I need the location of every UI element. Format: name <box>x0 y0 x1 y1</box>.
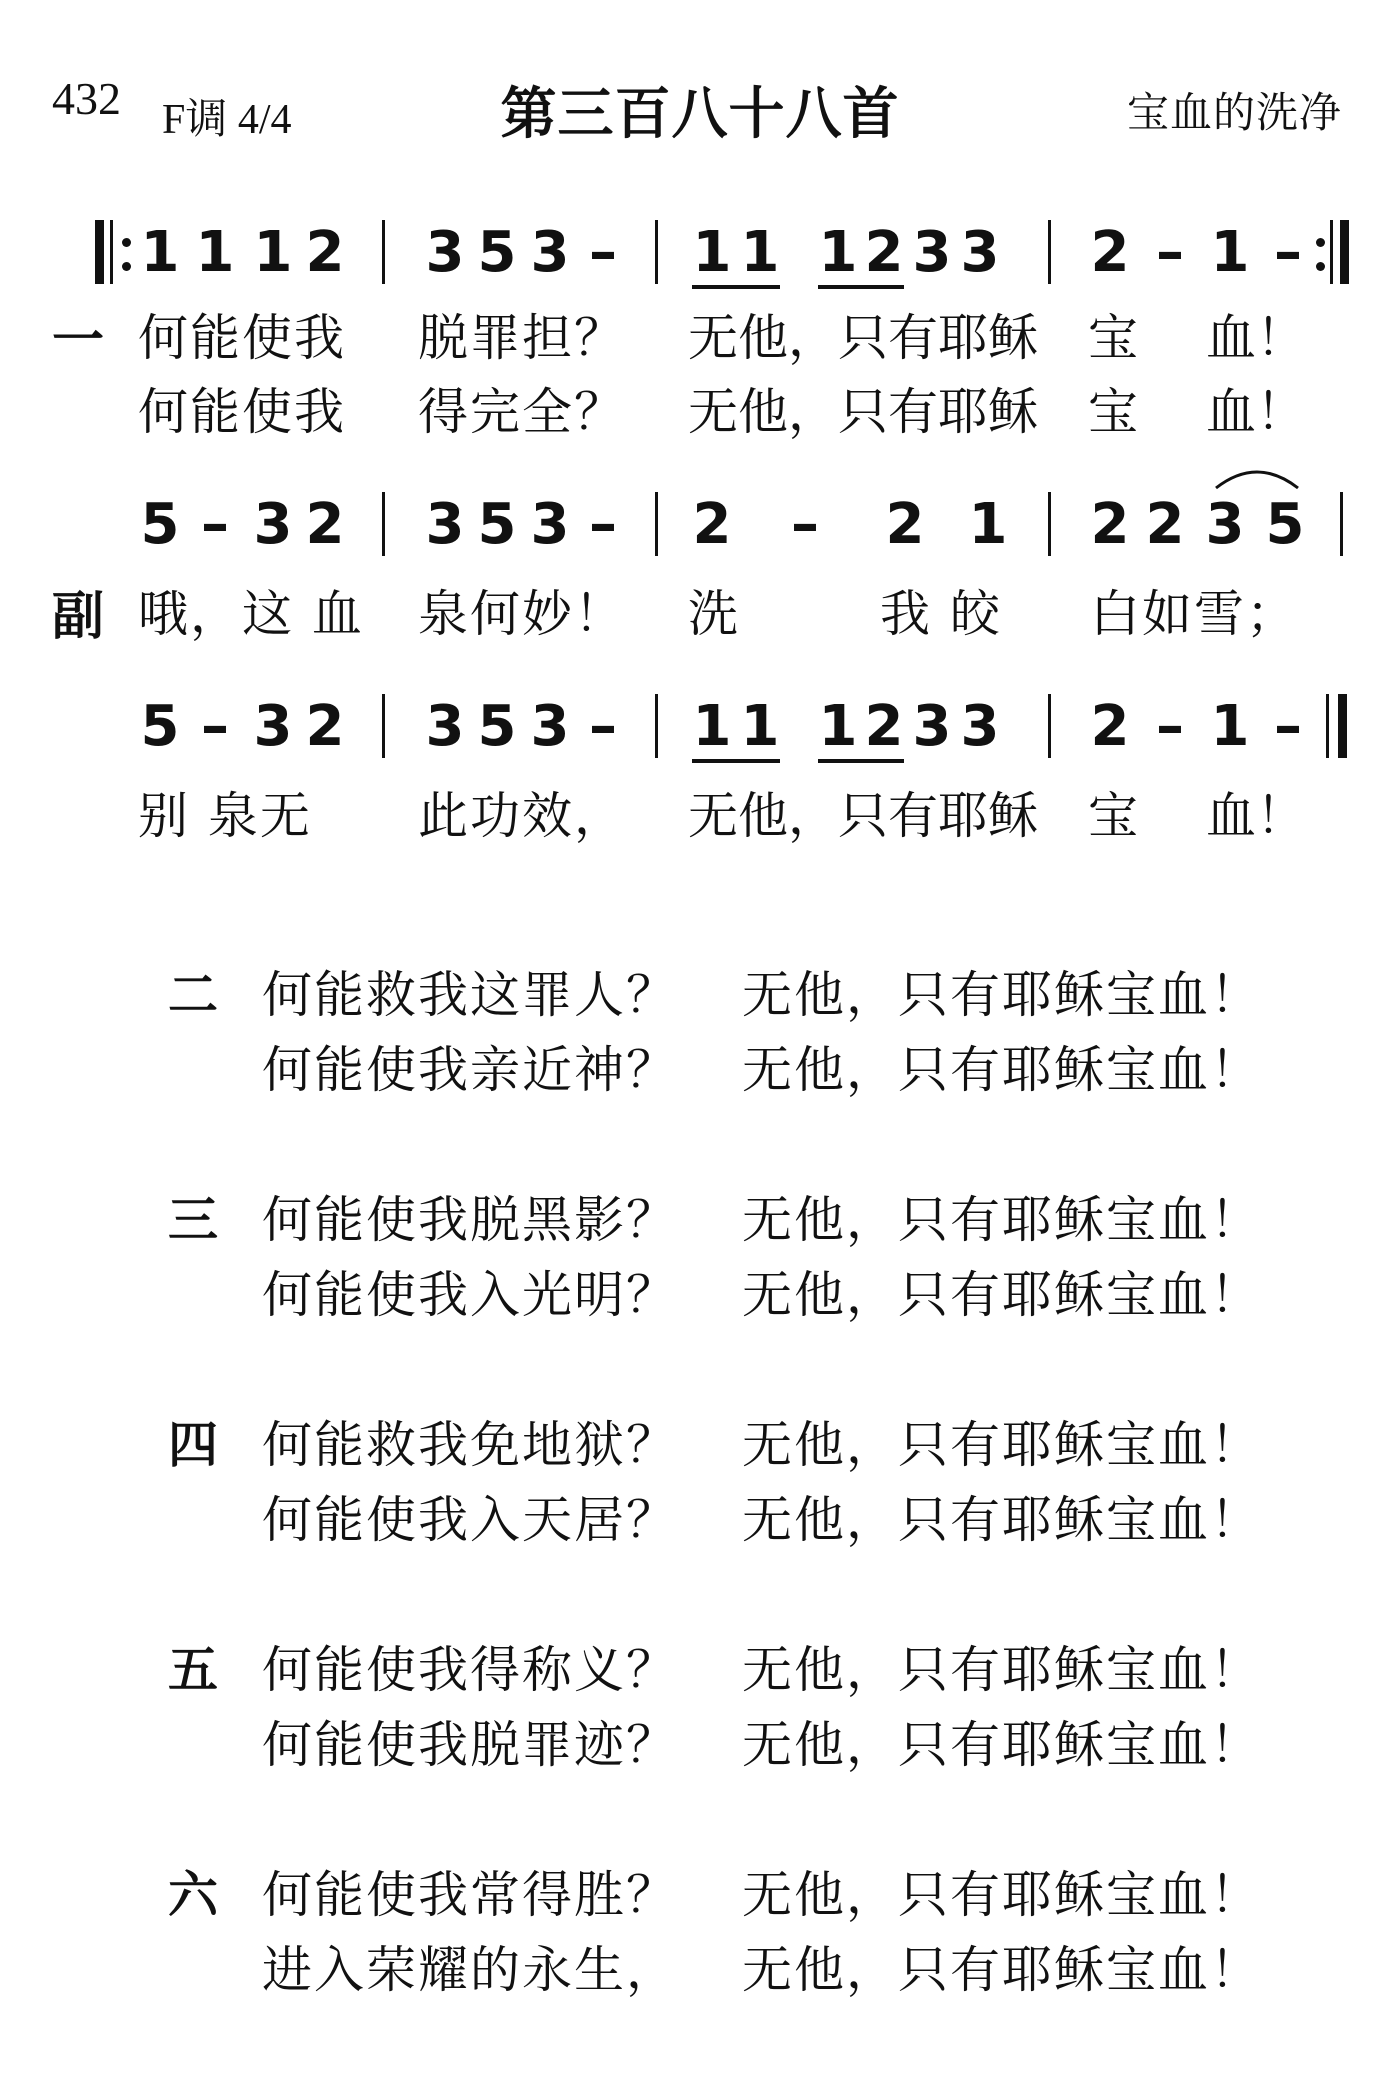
note: 1 <box>818 220 858 285</box>
lyric: 血！ <box>1206 309 1306 367</box>
note: 3 <box>425 492 465 557</box>
note: 5 <box>477 694 517 759</box>
note: 3 <box>530 694 570 759</box>
verse-question: 何能使我常得胜？ <box>262 1866 678 1924</box>
dash: – <box>791 492 819 557</box>
dash: – <box>589 694 617 759</box>
lyric: 泉何妙！ <box>418 585 626 643</box>
note: 2 <box>864 220 904 285</box>
lyric: 别 泉无 <box>138 787 312 845</box>
dash: – <box>201 694 229 759</box>
note: 5 <box>477 220 517 285</box>
note: 5 <box>140 492 180 557</box>
verse-answer: 无他，只有耶稣宝血！ <box>742 1266 1262 1324</box>
note: 3 <box>253 492 293 557</box>
verse-answer: 无他，只有耶稣宝血！ <box>742 1641 1262 1699</box>
note: 2 <box>305 492 345 557</box>
chorus-label: 副 <box>52 587 105 647</box>
dash: – <box>589 492 617 557</box>
repeat-start-thin-bar <box>110 220 113 284</box>
lyric: 无他，只有耶稣 <box>688 309 1038 367</box>
lyric: 我 皎 <box>880 585 1002 643</box>
verse-question: 何能使我入天居？ <box>262 1491 678 1549</box>
note: 1 <box>195 220 235 285</box>
dash: – <box>1274 694 1302 759</box>
eighth-underline <box>692 285 780 289</box>
lyric: 得完全？ <box>418 383 626 441</box>
note: 2 <box>864 694 904 759</box>
verse-question: 何能使我入光明？ <box>262 1266 678 1324</box>
note: 3 <box>253 694 293 759</box>
note: 3 <box>960 694 1000 759</box>
verse-answer: 无他，只有耶稣宝血！ <box>742 1716 1262 1774</box>
note: 1 <box>692 220 732 285</box>
eighth-underline <box>692 759 780 763</box>
lyric: 何能使我 <box>138 309 346 367</box>
barline <box>655 220 658 284</box>
verse-question: 进入荣耀的永生， <box>262 1941 678 1999</box>
lyric: 脱罪担？ <box>418 309 626 367</box>
verse-answer: 无他，只有耶稣宝血！ <box>742 1941 1262 1999</box>
note: 2 <box>1090 694 1130 759</box>
note: 5 <box>477 492 517 557</box>
barline <box>1048 220 1051 284</box>
verse-answer: 无他，只有耶稣宝血！ <box>742 1041 1262 1099</box>
repeat-dot <box>122 238 131 247</box>
lyric: 血！ <box>1206 787 1306 845</box>
note: 3 <box>425 694 465 759</box>
note: 3 <box>425 220 465 285</box>
dash: – <box>1274 220 1302 285</box>
note: 1 <box>1210 220 1250 285</box>
final-thick-bar <box>1338 694 1347 758</box>
slur-tie-icon <box>1212 462 1302 492</box>
page-number: 432 <box>52 73 121 124</box>
barline <box>1340 492 1343 556</box>
final-thin-bar <box>1326 694 1329 758</box>
verse-number: 四 <box>168 1416 218 1474</box>
lyric: 白如雪； <box>1090 585 1298 643</box>
barline <box>382 492 385 556</box>
note: 2 <box>1090 220 1130 285</box>
dash: – <box>201 492 229 557</box>
lyric: 哦，这 血 <box>138 585 364 643</box>
note: 2 <box>1145 492 1185 557</box>
note: 1 <box>818 694 858 759</box>
note: 1 <box>692 694 732 759</box>
note: 2 <box>885 492 925 557</box>
verse-answer: 无他，只有耶稣宝血！ <box>742 1191 1262 1249</box>
note: 1 <box>740 220 780 285</box>
note: 5 <box>1265 492 1305 557</box>
note: 5 <box>140 694 180 759</box>
hymn-subtitle: 宝血的洗净 <box>1126 88 1342 137</box>
repeat-end-thick-bar <box>1340 220 1349 284</box>
verse-number: 三 <box>168 1191 218 1249</box>
verse-answer: 无他，只有耶稣宝血！ <box>742 966 1262 1024</box>
lyric: 宝 <box>1088 787 1138 845</box>
verse-question: 何能救我这罪人？ <box>262 966 678 1024</box>
key-time-signature: F调 4/4 <box>162 97 292 143</box>
verse-question: 何能救我免地狱？ <box>262 1416 678 1474</box>
note: 1 <box>253 220 293 285</box>
note: 3 <box>960 220 1000 285</box>
verse-number: 六 <box>168 1866 218 1924</box>
verse-question: 何能使我脱黑影？ <box>262 1191 678 1249</box>
lyric: 宝 <box>1088 309 1138 367</box>
verse-question: 何能使我亲近神？ <box>262 1041 678 1099</box>
dash: – <box>1156 220 1184 285</box>
repeat-start-thick-bar <box>95 220 104 284</box>
lyric: 何能使我 <box>138 383 346 441</box>
verse-number: 一 <box>52 311 105 371</box>
note: 3 <box>530 492 570 557</box>
eighth-underline <box>818 285 904 289</box>
repeat-dot <box>122 262 131 271</box>
dash: – <box>1156 694 1184 759</box>
lyric: 无他，只有耶稣 <box>688 787 1038 845</box>
repeat-dot <box>1316 238 1325 247</box>
dash: – <box>589 220 617 285</box>
lyric: 此功效， <box>418 787 626 845</box>
note: 1 <box>740 694 780 759</box>
barline <box>1048 492 1051 556</box>
barline <box>655 492 658 556</box>
verse-question: 何能使我得称义？ <box>262 1641 678 1699</box>
verse-number: 五 <box>168 1641 218 1699</box>
note: 2 <box>1090 492 1130 557</box>
note: 3 <box>912 220 952 285</box>
note: 1 <box>1210 694 1250 759</box>
verse-answer: 无他，只有耶稣宝血！ <box>742 1416 1262 1474</box>
note: 1 <box>140 220 180 285</box>
lyric: 宝 <box>1088 383 1138 441</box>
barline <box>382 694 385 758</box>
note: 2 <box>305 220 345 285</box>
barline <box>655 694 658 758</box>
verse-answer: 无他，只有耶稣宝血！ <box>742 1491 1262 1549</box>
verse-answer: 无他，只有耶稣宝血！ <box>742 1866 1262 1924</box>
verse-question: 何能使我脱罪迹？ <box>262 1716 678 1774</box>
note: 2 <box>692 492 732 557</box>
note: 3 <box>912 694 952 759</box>
barline <box>1048 694 1051 758</box>
repeat-end-thin-bar <box>1330 220 1333 284</box>
note: 3 <box>1205 492 1245 557</box>
hymn-title: 第三百八十八首 <box>500 82 900 147</box>
repeat-dot <box>1316 262 1325 271</box>
lyric: 血！ <box>1206 383 1306 441</box>
lyric: 洗 <box>688 585 738 643</box>
verse-number: 二 <box>168 966 218 1024</box>
note: 3 <box>530 220 570 285</box>
lyric: 无他，只有耶稣 <box>688 383 1038 441</box>
barline <box>382 220 385 284</box>
eighth-underline <box>818 759 904 763</box>
note: 2 <box>305 694 345 759</box>
note: 1 <box>968 492 1008 557</box>
